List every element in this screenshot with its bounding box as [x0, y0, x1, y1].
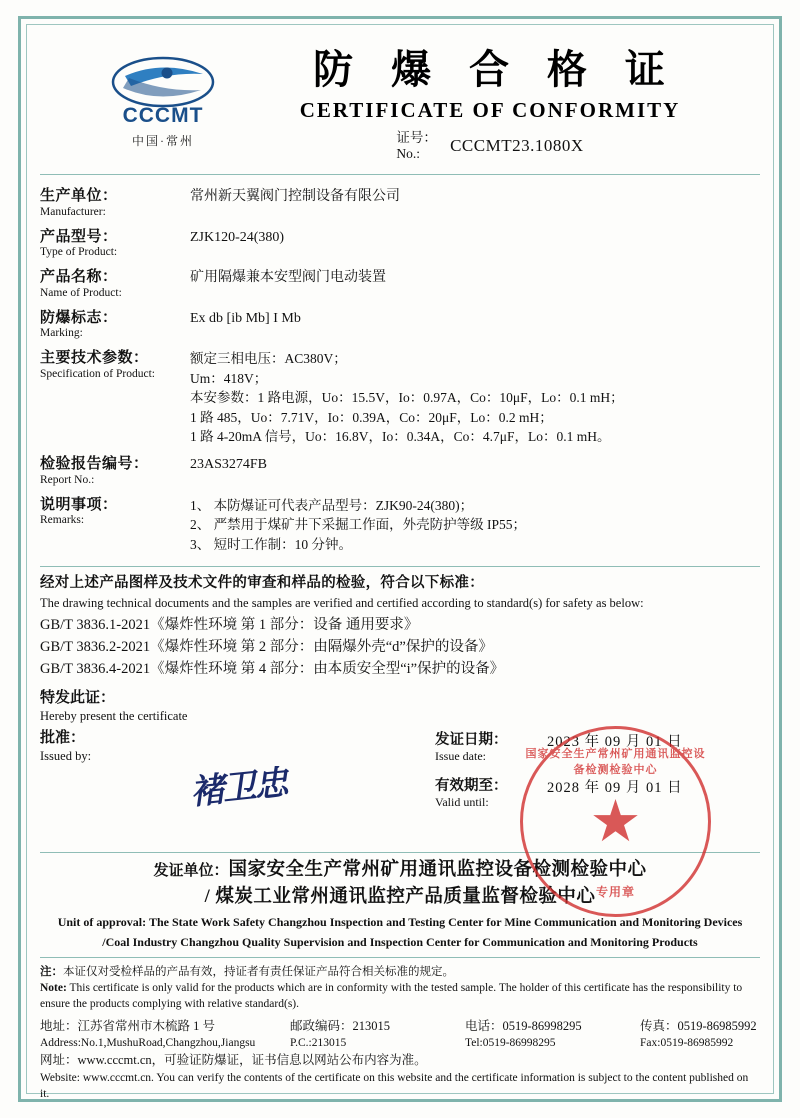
field-value-name: 矿用隔爆兼本安型阀门电动装置 — [190, 270, 386, 286]
note-label-cn: 注： — [40, 965, 63, 978]
postcode-cn — [290, 1017, 465, 1035]
label-en: Type of Product: — [40, 246, 118, 259]
field-row-report-no — [40, 453, 760, 494]
standards-intro-cn: 经对上述产品图样及技术文件的审查和样品的检验，符合以下标准： — [40, 575, 484, 592]
handwritten-signature: 褚卫忠 — [188, 763, 289, 814]
standard-item: GB/T 3836.4-2021《爆炸性环境 第 4 部分：由本质安全型“i”保护的设备》 — [40, 660, 505, 677]
address-cn — [40, 1017, 290, 1035]
notes-section — [40, 964, 760, 1013]
label-en: Name of Product: — [40, 286, 122, 299]
label-cn: 检验报告编号： — [40, 456, 149, 472]
logo-abbr: CCCMT — [122, 104, 204, 127]
fax-en — [640, 1035, 733, 1052]
address-value-cn: 江苏省常州市木梳路 1 号 — [77, 1018, 216, 1033]
issued-by-label-en: Issued by: — [40, 749, 92, 764]
label-cn: 防爆标志： — [40, 309, 118, 326]
official-seal-stamp — [520, 726, 711, 917]
fax-value-en: 0519-86985992 — [660, 1036, 734, 1049]
approval-unit-label-en: Unit of approval: — [57, 915, 147, 930]
field-row-marking — [40, 307, 760, 348]
website-label-cn: 网址： — [40, 1053, 78, 1068]
label-en: Remarks: — [40, 514, 85, 527]
website-value-cn[interactable]: www.cccmt.cn，可验证防爆证，证书信息以网站公布内容为准。 — [77, 1053, 427, 1068]
postcode-en — [290, 1035, 465, 1052]
field-row-specification — [40, 347, 760, 453]
page-title-en: CERTIFICATE OF CONFORMITY — [299, 98, 681, 122]
cccmt-logo-icon — [111, 56, 215, 108]
contact-row-website-en — [40, 1070, 760, 1103]
field-value-marking: Ex db [ib Mb] I Mb — [190, 310, 301, 326]
website-value-en[interactable]: www.cccmt.cn. You can verify the contents of the certificate on this website and the certificate information is subject to the content published on it. — [40, 1071, 749, 1101]
postcode-label-cn: 邮政编码： — [290, 1018, 353, 1033]
issue-date-label-en: Issue date: — [435, 749, 486, 764]
fax-cn — [640, 1017, 757, 1035]
label-en: Specification of Product: — [40, 367, 155, 380]
certificate-number-label — [396, 130, 437, 161]
label-en: Report No.: — [40, 473, 95, 486]
title-block — [240, 48, 740, 123]
note-text-en: This certificate is only valid for the products which are in conformity with the tested sample. The holder of this certificate has the responsibility to ensure the products complying with relative standard(s). — [40, 982, 743, 1011]
tel-value-en: 0519-86998295 — [482, 1036, 556, 1049]
tel-en — [465, 1035, 640, 1052]
field-row-name — [40, 266, 760, 307]
fax-label-en: Fax: — [640, 1036, 661, 1049]
field-value-report-no: 23AS3274FB — [190, 457, 268, 472]
label-cn: 产品型号： — [40, 228, 118, 245]
certificate-number-label-cn: 证号： — [396, 130, 437, 145]
tel-value: 0519-86998295 — [502, 1018, 582, 1033]
note-text-cn: 本证仅对受检样品的产品有效，持证者有责任保证产品符合相关标准的规定。 — [63, 965, 454, 978]
label-en: Manufacturer: — [40, 205, 106, 218]
field-value-type: ZJK120-24(380) — [190, 229, 285, 245]
approval-unit-en-line2: /Coal Industry Changzhou Quality Supervision and Inspection Center for Communication and Monitoring Products — [102, 934, 698, 949]
standard-item: GB/T 3836.2-2021《爆炸性环境 第 2 部分：由隔爆外壳“d”保护的设备》 — [40, 638, 493, 655]
issued-by-label — [40, 726, 91, 764]
postcode-value-en: 213015 — [311, 1036, 347, 1049]
tel-label-cn: 电话： — [465, 1018, 503, 1033]
standards-section — [40, 571, 760, 724]
standard-item: GB/T 3836.1-2021《爆炸性环境 第 1 部分：设备 通用要求》 — [40, 617, 419, 634]
contact-row-website-cn — [40, 1051, 760, 1069]
logo-location: 中国·常州 — [132, 134, 194, 148]
notes-divider — [40, 957, 760, 958]
approval-unit-en-line1 — [40, 914, 760, 931]
label-cn: 主要技术参数： — [40, 350, 149, 367]
address-value-en: No.1,MushuRoad,Changzhou,Jiangsu — [80, 1036, 256, 1049]
field-label-report-no — [40, 453, 190, 494]
fax-label-cn: 传真： — [640, 1018, 678, 1033]
field-label-specification — [40, 347, 190, 453]
field-label-type — [40, 226, 190, 267]
header-divider — [40, 174, 760, 175]
contact-row-en-1 — [40, 1035, 760, 1052]
field-value-specification: 额定三相电压：AC380V； Um：418V； 本安参数：1 路电源，Uo：15.5V，Io：0.97A，Co：10μF，Lo：0.1 mH； 1 路 485，Uo：7.71V，Io：0.39A，Co：20μF，Lo：0.2 mH； 1 路 4-20mA 信号，Uo：16.8V，Io：0.34A，Co：4.7μF，Lo：0.1 mH。 — [190, 351, 624, 445]
approval-unit-name-en: The State Work Safety Changzhou Inspection and Testing Center for Mine Communication and Monitoring Devices — [148, 915, 743, 930]
approval-unit-name-cn: 国家安全生产常州矿用通讯监控设备检测检验中心 — [228, 860, 647, 881]
hereby-en: Hereby present the certificate — [40, 709, 188, 724]
approval-unit-label-cn: 发证单位： — [153, 863, 229, 880]
address-en — [40, 1035, 290, 1052]
valid-until-value: 2028 年 09 月 01 日 — [547, 780, 683, 797]
field-value-remarks: 1、 本防爆证可代表产品型号：ZJK90-24(380)； 2、 严禁用于煤矿井下采掘工作面，外壳防护等级 IP55； 3、 短时工作制：10 分钟。 — [190, 497, 527, 552]
field-label-name — [40, 266, 190, 307]
label-cn: 产品名称： — [40, 269, 118, 286]
label-cn: 生产单位： — [40, 188, 118, 204]
issued-by-label-cn: 批准： — [40, 730, 86, 747]
certificate-header — [40, 38, 760, 168]
field-label-manufacturer — [40, 185, 190, 226]
approval-unit-cn-line2: / 煤炭工业常州通讯监控产品质量监督检验中心 — [204, 887, 596, 908]
address-label-cn: 地址： — [40, 1018, 78, 1033]
seal-top-text: 国家安全生产常州矿用通讯监控设备检测检验中心 — [525, 748, 706, 777]
certificate-number-label-en: No.: — [396, 145, 420, 161]
hereby-cn: 特发此证： — [40, 690, 116, 707]
certificate-number — [240, 130, 740, 161]
field-label-remarks — [40, 494, 190, 561]
label-en: Marking: — [40, 327, 83, 340]
note-label-en: Note: — [40, 982, 67, 995]
field-label-marking — [40, 307, 190, 348]
field-row-manufacturer — [40, 185, 760, 226]
seal-star-icon: ★ — [589, 788, 642, 854]
certificate-content — [40, 38, 760, 1101]
tel-cn — [465, 1017, 640, 1035]
issue-date-label-cn: 发证日期： — [435, 732, 508, 749]
label-cn: 说明事项： — [40, 496, 118, 513]
valid-until-label-en: Valid until: — [435, 795, 489, 810]
issue-date-value: 2023 年 09 月 01 日 — [547, 734, 683, 751]
certificate-number-value: CCCMT23.1080X — [450, 135, 584, 155]
page-title-cn: 防 爆 合 格 证 — [313, 46, 677, 93]
contact-section — [40, 1017, 760, 1103]
valid-until-label-cn: 有效期至： — [435, 778, 508, 795]
issuer-logo — [88, 56, 238, 149]
postcode-value: 213015 — [352, 1018, 391, 1033]
field-value-manufacturer: 常州新天翼阀门控制设备有限公司 — [190, 189, 400, 204]
tel-label-en: Tel: — [465, 1036, 483, 1049]
note-en — [40, 980, 760, 1013]
website-label-en: Website: — [40, 1071, 80, 1084]
field-row-remarks — [40, 494, 760, 561]
fields-divider — [40, 566, 760, 567]
address-label-en: Address: — [40, 1036, 81, 1049]
fax-value: 0519-86985992 — [677, 1018, 757, 1033]
note-cn — [40, 964, 760, 980]
seal-bottom-text: 专用章 — [595, 885, 635, 900]
postcode-label-en: P.C.: — [290, 1036, 312, 1049]
standards-intro-en: The drawing technical documents and the samples are verified and certified according to standard(s) for safety as below: — [40, 596, 644, 611]
contact-row-cn-1 — [40, 1017, 760, 1035]
field-row-type — [40, 226, 760, 267]
product-fields-table — [40, 185, 760, 560]
